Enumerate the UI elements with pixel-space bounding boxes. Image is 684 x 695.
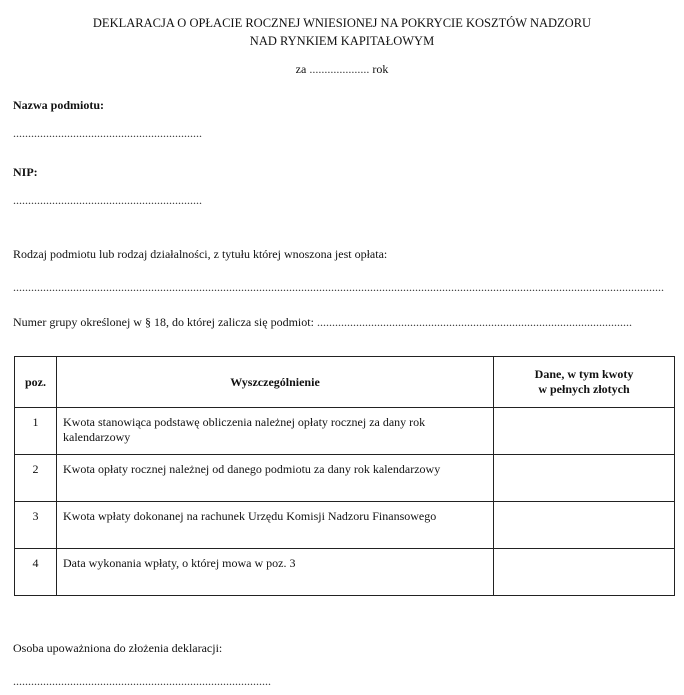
year-input-dots[interactable]: .................... xyxy=(309,62,370,76)
header-spec: Wyszczególnienie xyxy=(57,357,494,408)
authorized-person-field[interactable]: ...................................................................................... xyxy=(13,674,271,688)
header-data-line2: w pełnych złotych xyxy=(538,382,630,396)
year-prefix: za xyxy=(295,62,307,76)
document-title-line1: DEKLARACJA O OPŁACIE ROCZNEJ WNIESIONEJ NA POKRYCIE KOSZTÓW NADZORU xyxy=(92,16,592,30)
row-pos: 4 xyxy=(15,549,57,596)
year-line xyxy=(0,62,684,77)
table-row xyxy=(15,408,675,455)
table-header-row xyxy=(15,357,675,408)
entity-name-field[interactable]: ............................................................... xyxy=(13,126,202,140)
row-desc: Data wykonania wpłaty, o której mowa w poz. 3 xyxy=(57,549,494,596)
document-title-line2: NAD RYNKIEM KAPITAŁOWYM xyxy=(249,34,435,48)
table-row xyxy=(15,502,675,549)
group-field[interactable]: ......................................................................................................... xyxy=(316,315,632,329)
row-pos: 2 xyxy=(15,455,57,502)
header-data-line1: Dane, w tym kwoty xyxy=(534,367,634,381)
table-row xyxy=(15,549,675,596)
row-value-cell[interactable] xyxy=(494,408,675,455)
group-line xyxy=(13,315,674,330)
group-label: Numer grupy określonej w § 18, do której zalicza się podmiot: xyxy=(13,315,314,329)
header-pos: poz. xyxy=(15,357,57,408)
authorized-person-label: Osoba upoważniona do złożenia deklaracji: xyxy=(13,641,223,655)
year-suffix: rok xyxy=(372,62,389,76)
row-value-cell[interactable] xyxy=(494,502,675,549)
row-value-cell[interactable] xyxy=(494,455,675,502)
activity-label: Rodzaj podmiotu lub rodzaj działalności, z tytułu której wnoszona jest opłata: xyxy=(13,247,388,261)
nip-label: NIP: xyxy=(13,165,38,179)
table-row xyxy=(15,455,675,502)
row-desc: Kwota opłaty rocznej należnej od danego podmiotu za dany rok kalendarzowy xyxy=(57,455,494,502)
row-desc: Kwota wpłaty dokonanej na rachunek Urzędu Komisji Nadzoru Finansowego xyxy=(57,502,494,549)
row-desc: Kwota stanowiąca podstawę obliczenia należnej opłaty rocznej za dany rok kalendarzowy xyxy=(57,408,494,455)
row-pos: 3 xyxy=(15,502,57,549)
entity-name-label: Nazwa podmiotu: xyxy=(13,98,105,112)
activity-field[interactable]: ......................................................................................................................................................................................................................... xyxy=(13,280,664,294)
row-pos: 1 xyxy=(15,408,57,455)
declaration-table xyxy=(14,356,675,596)
nip-field[interactable]: ............................................................... xyxy=(13,193,202,207)
header-data xyxy=(494,357,675,408)
row-value-cell[interactable] xyxy=(494,549,675,596)
